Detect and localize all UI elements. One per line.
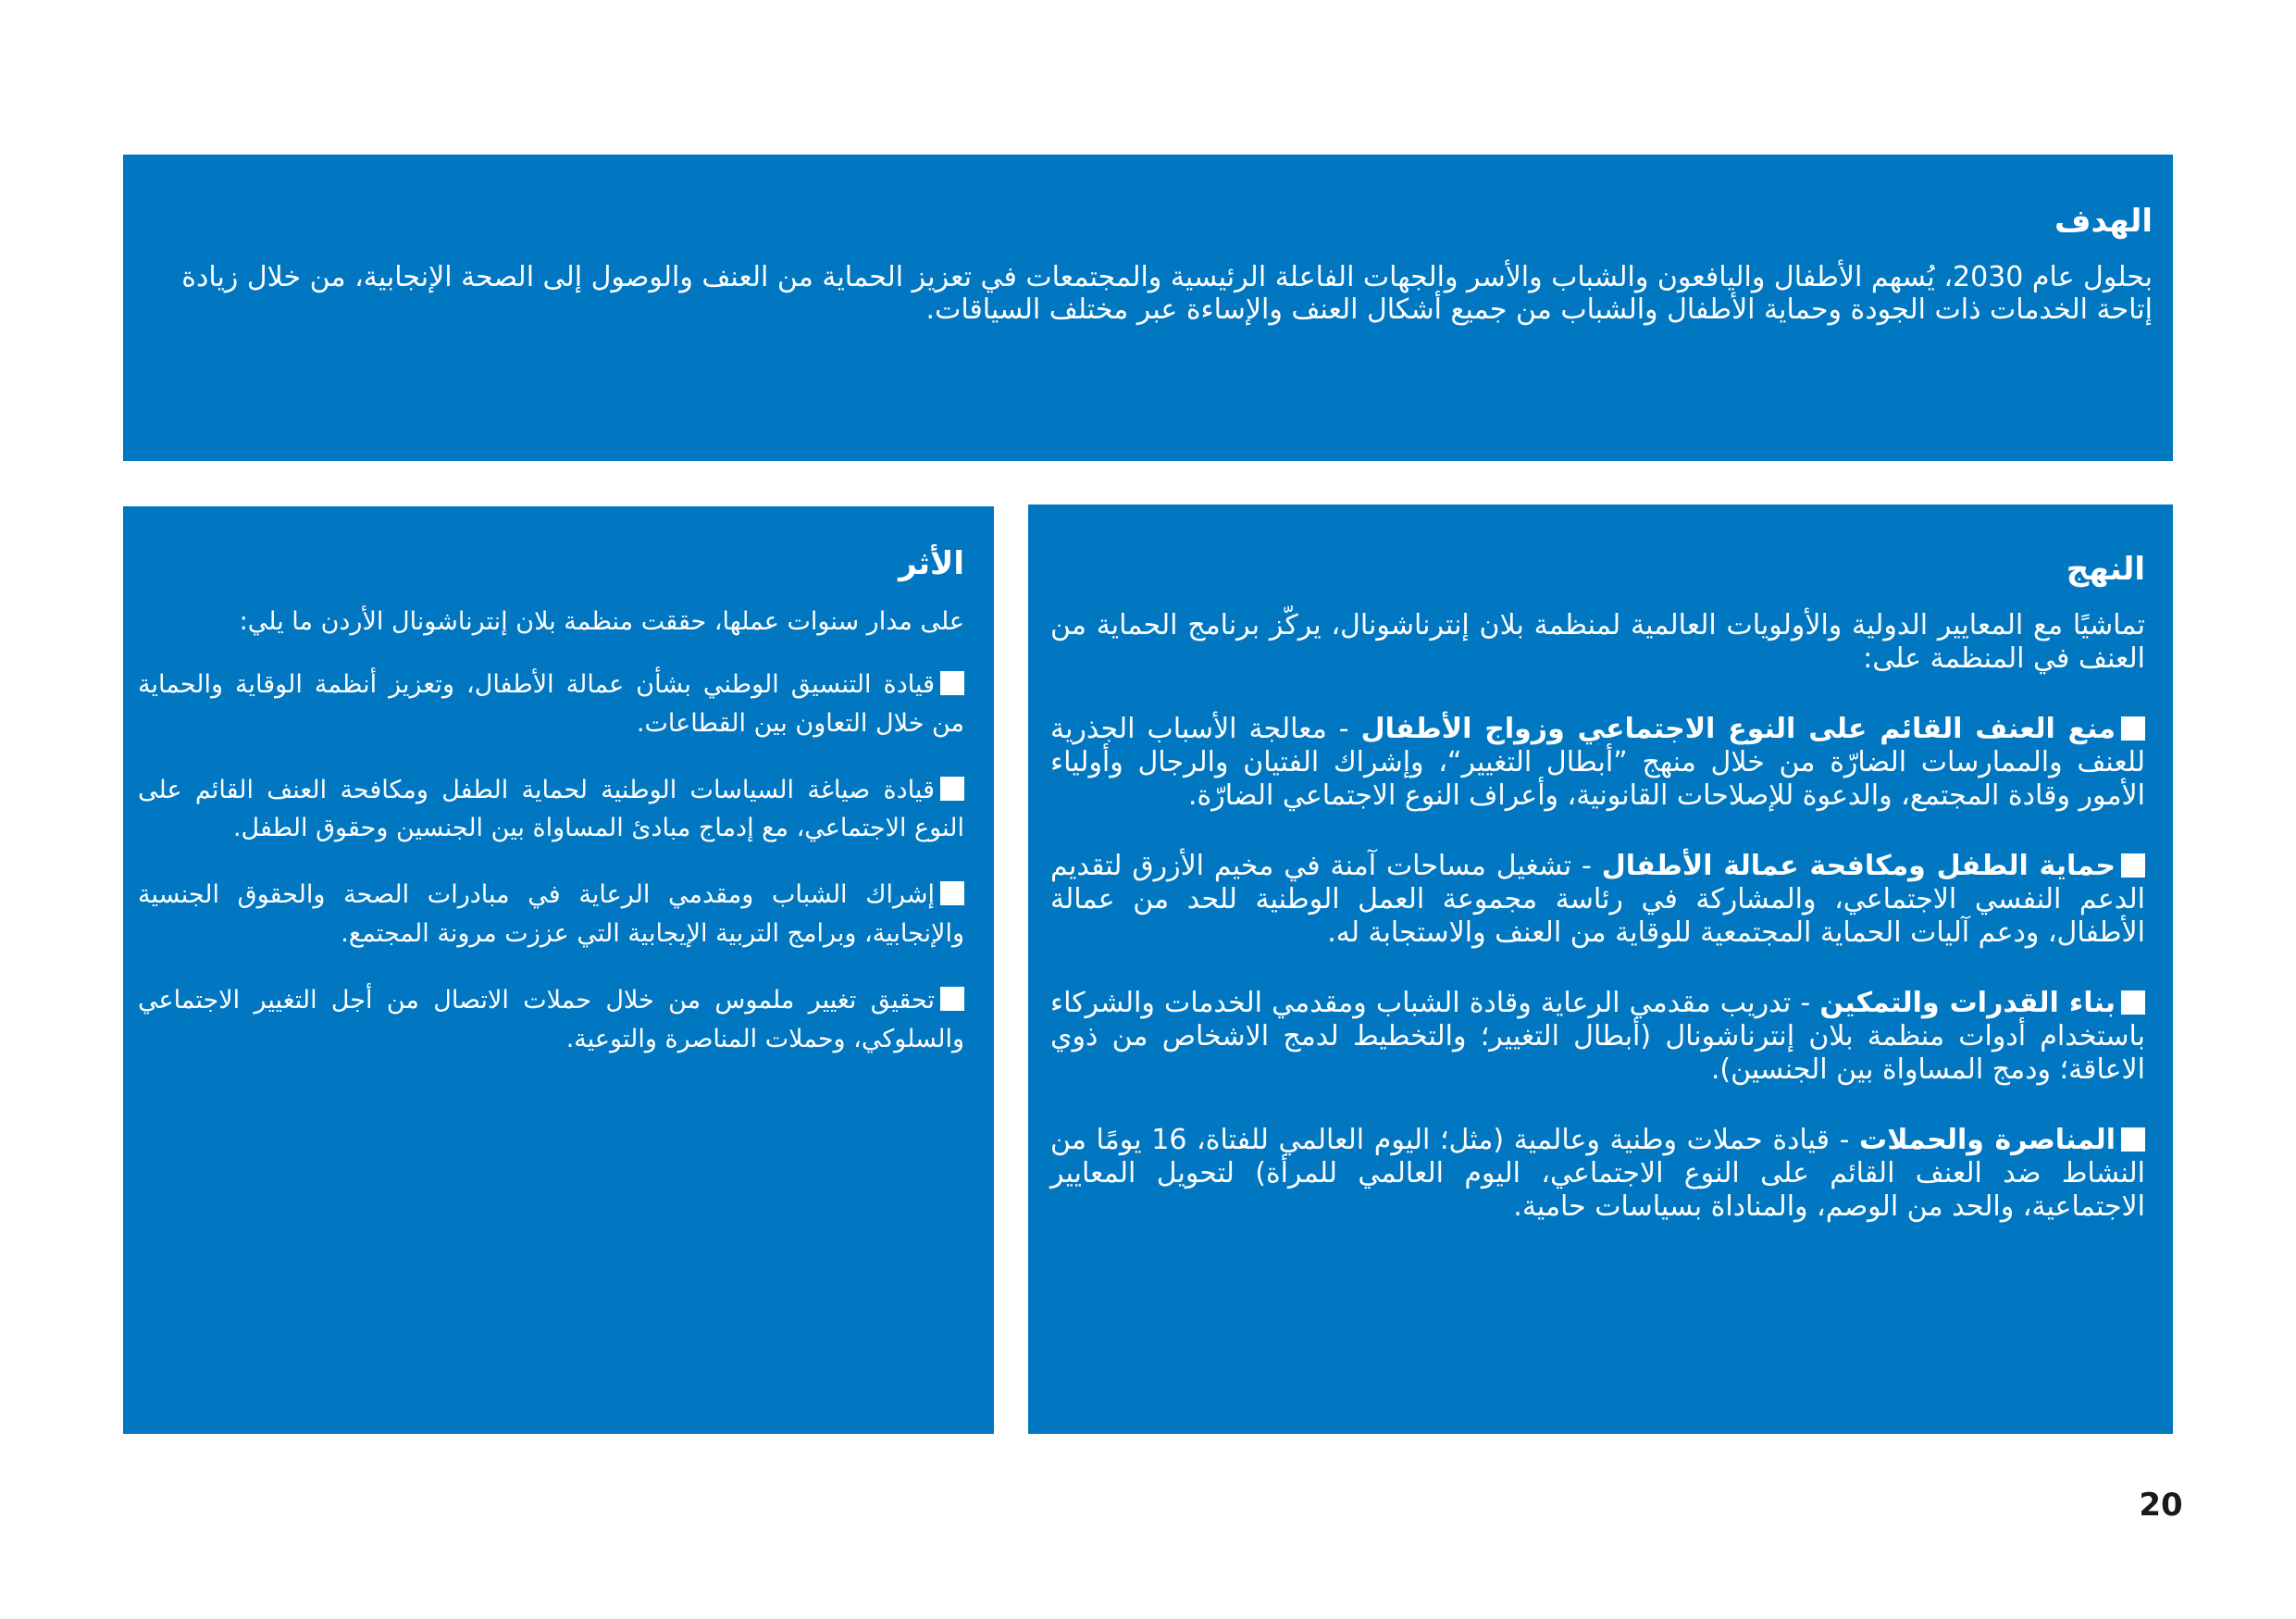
goal-panel xyxy=(123,155,2173,461)
approach-item-heading: بناء القدرات والتمكين xyxy=(1819,986,2116,1019)
approach-item-text: - قيادة حملات وطنية وعالمية (مثل؛ اليوم العالمي للفتاة، 16 يومًا من النشاط ضد العنف القائم على النوع الاجتماعي، اليوم العالمي للمرأة) لتحويل المعايير الاجتماعية، والحد من الوصم، والمناداة بسياسات حامية. xyxy=(1050,1123,2145,1223)
impact-panel xyxy=(123,506,994,1434)
impact-item xyxy=(138,666,964,743)
approach-title: النهج xyxy=(2066,551,2145,588)
page-number: 20 xyxy=(2139,1487,2183,1524)
impact-item xyxy=(138,771,964,849)
approach-item-text: - تدريب مقدمي الرعاية وقادة الشباب ومقدمي الخدمات والشركاء باستخدام أدوات منظمة بلان إنترناشونال (أبطال التغيير؛ والتخطيط لدمج الاشخاص من ذوي الاعاقة؛ ودمج المساواة بين الجنسين). xyxy=(1050,986,2145,1086)
square-bullet-icon xyxy=(2121,853,2145,878)
approach-item-heading: حماية الطفل ومكافحة عمالة الأطفال xyxy=(1601,849,2116,882)
approach-item-gbv-prevention xyxy=(1050,713,2145,813)
square-bullet-icon xyxy=(940,671,964,695)
impact-item-text: قيادة صياغة السياسات الوطنية لحماية الطفل ومكافحة العنف القائم على النوع الاجتماعي، مع إدماج مبادئ المساواة بين الجنسين وحقوق الطفل. xyxy=(138,775,964,843)
impact-intro: على مدار سنوات عملها، حققت منظمة بلان إنترناشونال الأردن ما يلي: xyxy=(239,606,964,636)
square-bullet-icon xyxy=(2121,1127,2145,1152)
approach-item-text: - معالجة الأسباب الجذرية للعنف والممارسات الضارّة من خلال منهج ”أبطال التغيير“، وإشراك الفتيان والرجال وأولياء الأمور وقادة المجتمع، والدعوة للإصلاحات القانونية، وأعراف النوع الاجتماعي الضارّة. xyxy=(1050,712,2145,812)
square-bullet-icon xyxy=(940,987,964,1011)
approach-item-heading: المناصرة والحملات xyxy=(1859,1123,2116,1156)
impact-item-text: إشراك الشباب ومقدمي الرعاية في مبادرات الصحة والحقوق الجنسية والإنجابية، وبرامج التربية الإيجابية التي عززت مرونة المجتمع. xyxy=(138,880,964,949)
goal-text: بحلول عام 2030، يُسهم الأطفال واليافعون والشباب والأسر والجهات الفاعلة الرئيسية والمجتمعات في تعزيز الحماية من العنف والوصول إلى الصحة الإنجابية، من خلال زيادة إتاحة الخدمات ذات الجودة وحماية الأطفال والشباب من جميع أشكال العنف والإساءة عبر مختلف السياقات. xyxy=(181,260,2153,327)
approach-panel xyxy=(1028,504,2173,1434)
square-bullet-icon xyxy=(2121,990,2145,1015)
approach-item-advocacy xyxy=(1050,1124,2145,1224)
square-bullet-icon xyxy=(940,777,964,801)
impact-item-text: قيادة التنسيق الوطني بشأن عمالة الأطفال، وتعزيز أنظمة الوقاية والحماية من خلال التعاون بين القطاعات. xyxy=(138,669,964,738)
approach-item-text: - تشغيل مساحات آمنة في مخيم الأزرق لتقديم الدعم النفسي الاجتماعي، والمشاركة في رئاسة مجموعة العمل الوطنية للحد من عمالة الأطفال، ودعم آليات الحماية المجتمعية للوقاية من العنف والاستجابة له. xyxy=(1050,849,2145,949)
square-bullet-icon xyxy=(940,881,964,905)
impact-title: الأثر xyxy=(899,545,964,582)
approach-intro: تماشيًا مع المعايير الدولية والأولويات العالمية لمنظمة بلان إنترناشونال، يركّز برنامج الحماية من العنف في المنظمة على: xyxy=(1050,608,2145,675)
approach-item-heading: منع العنف القائم على النوع الاجتماعي وزواج الأطفال xyxy=(1360,712,2116,745)
square-bullet-icon xyxy=(2121,716,2145,741)
approach-item-capacity-building xyxy=(1050,987,2145,1087)
impact-item xyxy=(138,876,964,953)
impact-item xyxy=(138,981,964,1059)
goal-title: الهدف xyxy=(2054,203,2153,240)
impact-item-text: تحقيق تغيير ملموس من خلال حملات الاتصال من أجل التغيير الاجتماعي والسلوكي، وحملات المناصرة والتوعية. xyxy=(138,986,964,1053)
approach-item-child-protection xyxy=(1050,850,2145,950)
